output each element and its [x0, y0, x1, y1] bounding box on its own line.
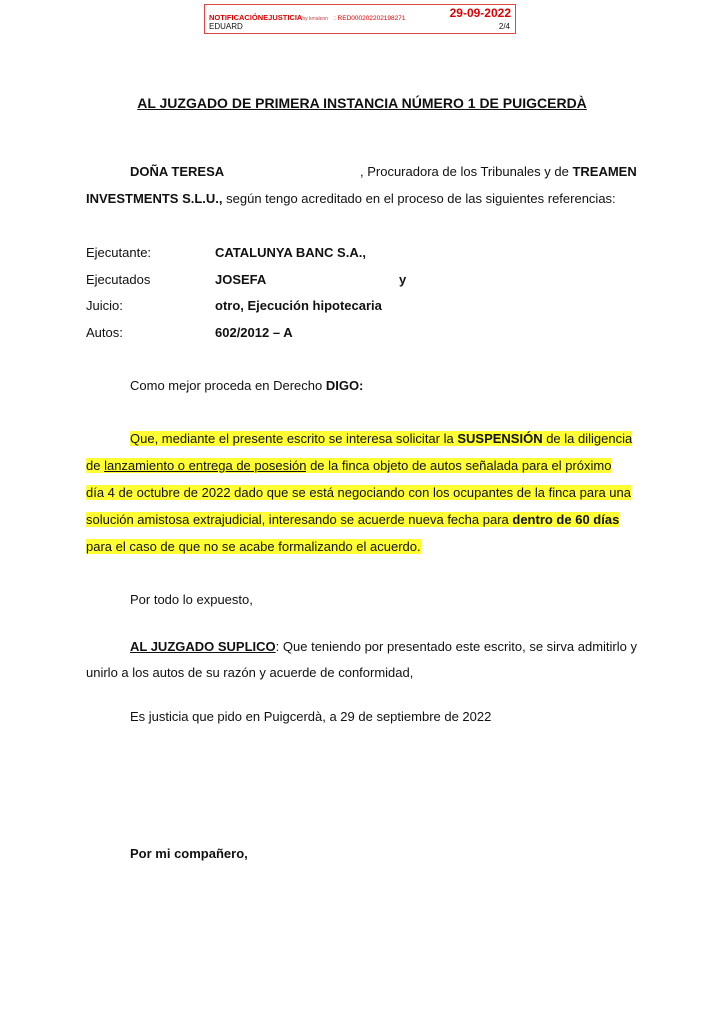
expuesto-line: Por todo lo expuesto, — [130, 592, 253, 607]
justicia-line: Es justicia que pido en Puigcerdà, a 29 de septiembre de 2022 — [130, 709, 492, 724]
request-text-1a: Que, mediante el presente escrito se interesa solicitar la — [130, 431, 458, 446]
request-suspension: SUSPENSIÓN — [457, 431, 543, 446]
juicio-label: Juicio: — [86, 298, 123, 313]
notification-stamp — [204, 4, 516, 34]
request-text-2c: de la finca objeto de autos señalada para el próximo — [306, 458, 612, 473]
suplico-heading: AL JUZGADO SUPLICO — [130, 639, 276, 654]
stamp-ejusticia: EJUSTICIA — [263, 13, 303, 22]
procuradora-name: DOÑA TERESA — [130, 164, 225, 179]
stamp-reference: : RED000202202198271 — [333, 15, 406, 22]
document-title: AL JUZGADO DE PRIMERA INSTANCIA NÚMERO 1 DE PUIGCERDÀ — [137, 95, 587, 111]
company-name-part-2: INVESTMENTS S.L.U., — [86, 191, 223, 206]
companero-line: Por mi compañero, — [130, 846, 248, 861]
request-text-1c: de la diligencia — [542, 431, 633, 446]
request-line-2 — [86, 458, 611, 473]
juicio-value: otro, Ejecución hipotecaria — [215, 298, 382, 313]
request-lanzamiento: lanzamiento o entrega de posesión — [104, 458, 307, 473]
digo-line — [130, 378, 363, 393]
suplico-line-2: unirlo a los autos de su razón y acuerde de conformidad, — [86, 665, 414, 680]
request-line-5 — [86, 539, 421, 554]
intro-text-2: según tengo acreditado en el proceso de las siguientes referencias: — [222, 191, 616, 206]
autos-label: Autos: — [86, 325, 123, 340]
stamp-by: by kmaleon — [302, 16, 328, 22]
stamp-notificacion: NOTIFICACIÓN — [209, 13, 264, 22]
digo-text: Como mejor proceda en Derecho — [130, 378, 326, 393]
request-line-3 — [86, 485, 631, 500]
stamp-date: 29-09-2022 — [449, 6, 511, 20]
ejecutante-value: CATALUNYA BANC S.A., — [215, 245, 366, 260]
ejecutados-value: JOSEFA — [215, 272, 267, 287]
ejecutados-conjunction: y — [399, 272, 407, 287]
request-text-3: día 4 de octubre de 2022 dado que se está negociando con los ocupantes de la finca para una — [86, 485, 631, 500]
stamp-name: EDUARD — [209, 22, 243, 31]
request-text-2a: de — [86, 458, 105, 473]
digo-bold: DIGO: — [325, 378, 364, 393]
ejecutados-label: Ejecutados — [86, 272, 151, 287]
stamp-page-number: 2/4 — [498, 22, 510, 31]
suplico-line-1 — [130, 639, 637, 654]
request-text-5: para el caso de que no se acabe formalizando el acuerdo. — [86, 539, 421, 554]
intro-line-1 — [360, 164, 637, 179]
suplico-text: : Que teniendo por presentado este escrito, se sirva admitirlo y — [275, 639, 637, 654]
intro-text-1: , Procuradora de los Tribunales y de — [360, 164, 573, 179]
request-plazo: dentro de 60 días — [512, 512, 620, 527]
request-text-4a: solución amistosa extrajudicial, interesando se acuerde nueva fecha para — [86, 512, 513, 527]
intro-line-2 — [86, 191, 616, 206]
company-name-part-1: TREAMEN — [572, 164, 637, 179]
request-line-4 — [86, 512, 619, 527]
request-line-1 — [130, 431, 632, 446]
ejecutante-label: Ejecutante: — [86, 245, 152, 260]
autos-value: 602/2012 – A — [215, 325, 293, 340]
